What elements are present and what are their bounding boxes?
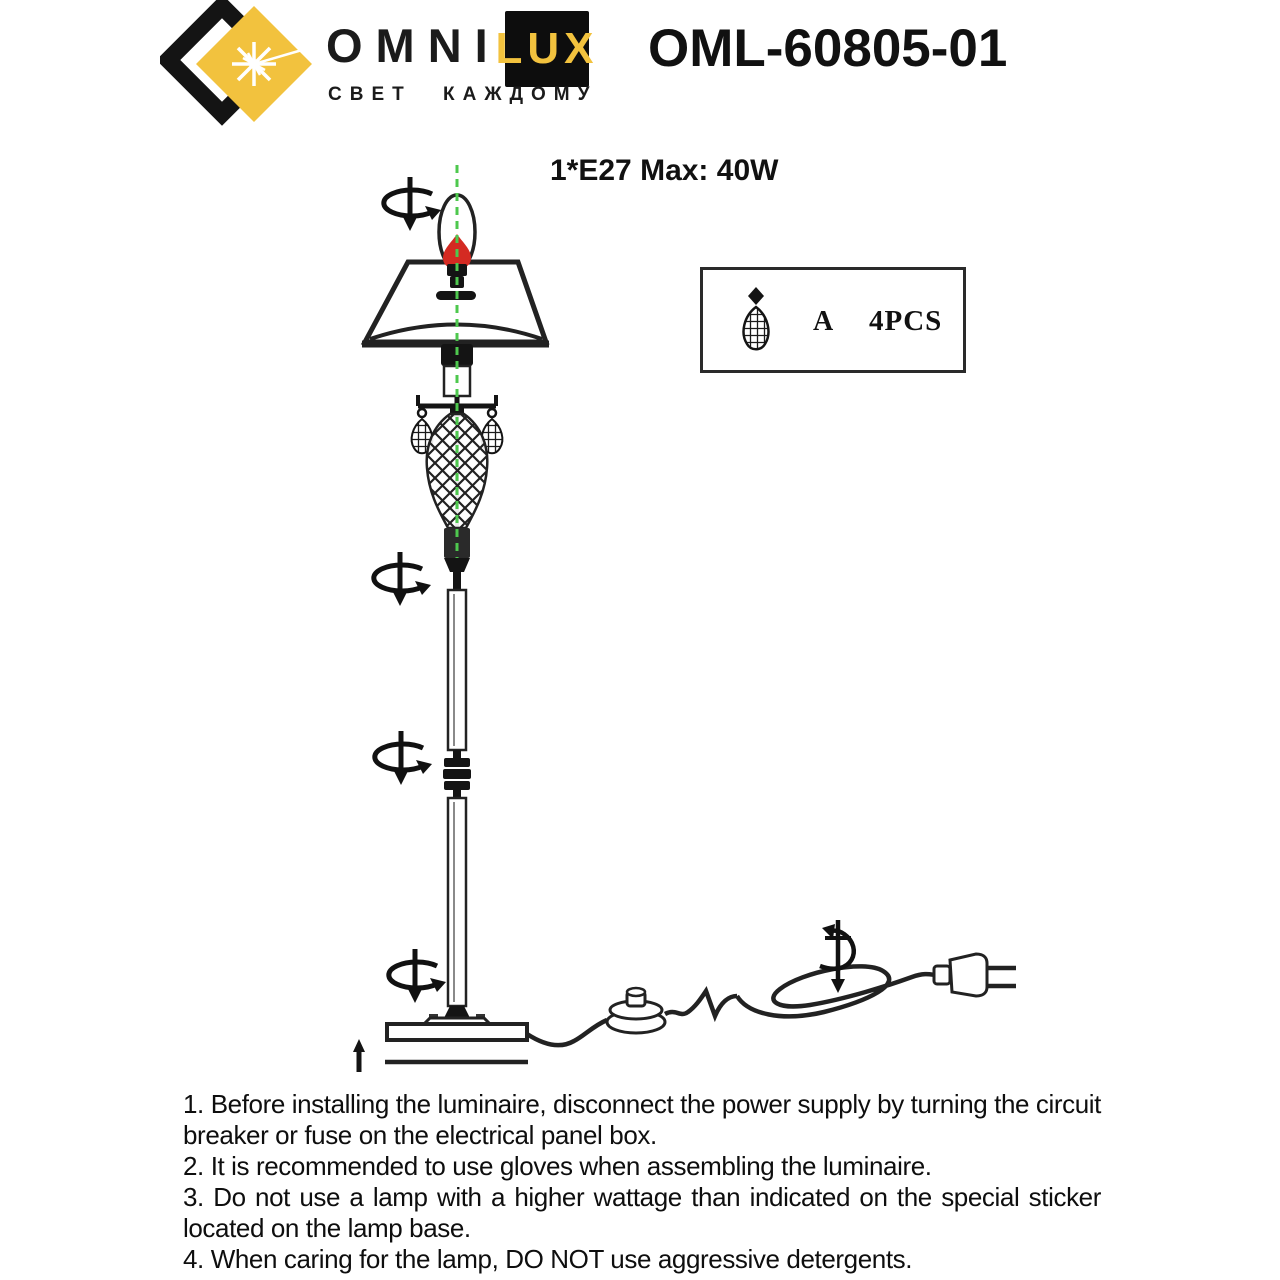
power-cord: [527, 1020, 607, 1045]
instruction-item-4: 4. When caring for the lamp, DO NOT use aggressive detergents.: [183, 1244, 913, 1274]
safety-instructions: [183, 1089, 1101, 1275]
model-number: OML-60805-01: [648, 19, 1008, 78]
brand-lux-label: LUX: [495, 24, 599, 73]
power-plug: [934, 954, 1016, 996]
rotate-direction-icon-middle: [375, 731, 432, 785]
rotate-direction-icon-upper: [374, 552, 431, 606]
brand-name: OMNI: [326, 19, 501, 72]
brand-lux-badge: [495, 11, 599, 87]
part-letter: A: [813, 306, 834, 337]
instruction-item-1: 1. Before installing the luminaire, disconnect the power supply by turning the circuit breaker or fuse on the electrical panel box.: [183, 1089, 1102, 1150]
rotate-direction-icon-cord: [820, 920, 854, 993]
lift-arrow: [353, 1039, 365, 1072]
foot-switch: [607, 988, 665, 1033]
lower-pole: [448, 798, 466, 1006]
base-plate: [387, 1006, 527, 1040]
power-cord-zigzag: [665, 991, 737, 1016]
knurled-connector: [443, 750, 471, 798]
brand-tagline: СВЕТ КАЖДОМУ: [328, 84, 598, 105]
rotate-direction-icon-lower: [389, 949, 446, 1003]
instruction-item-2: 2. It is recommended to use gloves when assembling the luminaire.: [183, 1151, 932, 1181]
upper-pole: [448, 590, 466, 750]
lamp-assembly-diagram: [330, 148, 1040, 1088]
lamp-spec-label: 1*E27 Max: 40W: [550, 154, 779, 187]
instruction-item-3: 3. Do not use a lamp with a higher wattage than indicated on the special sticker located on the lamp base.: [183, 1182, 1101, 1243]
omnilux-logo-icon: [160, 0, 320, 128]
part-quantity: 4PCS: [869, 305, 943, 337]
rotate-direction-icon-top: [384, 177, 441, 231]
